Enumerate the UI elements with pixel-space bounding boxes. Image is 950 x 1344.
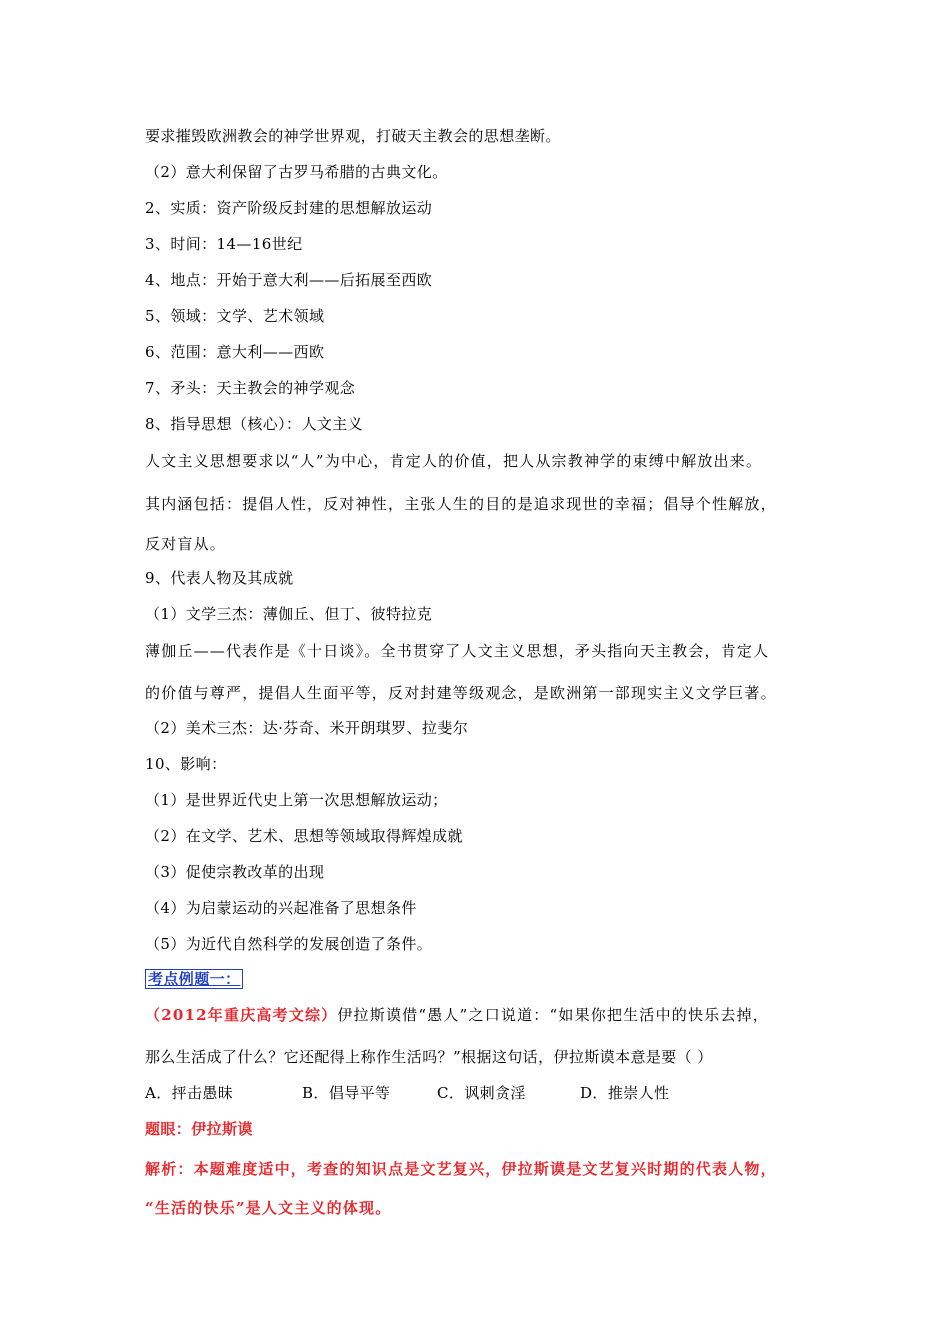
text-line: （5）为近代自然科学的发展创造了条件。 bbox=[145, 935, 433, 953]
text-line: 2、实质：资产阶级反封建的思想解放运动 bbox=[145, 199, 433, 217]
text-line: 8、指导思想（核心）：人文主义 bbox=[145, 415, 364, 433]
question-options bbox=[145, 1083, 669, 1103]
text-line: （1）文学三杰：薄伽丘、但丁、彼特拉克 bbox=[145, 605, 433, 623]
text-line: 7、矛头：天主教会的神学观念 bbox=[145, 379, 356, 397]
text-line: （3）促使宗教改革的出现 bbox=[145, 863, 325, 881]
text-line: 5、领域：文学、艺术领域 bbox=[145, 307, 325, 325]
text-line: （4）为启蒙运动的兴起准备了思想条件 bbox=[145, 899, 417, 917]
answer-analysis-1: 解析：本题难度适中，考查的知识点是文艺复兴，伊拉斯谟是文艺复兴时期的代表人物， bbox=[145, 1160, 777, 1178]
text-line: 要求摧毁欧洲教会的神学世界观，打破天主教会的思想垄断。 bbox=[145, 127, 561, 145]
text-line: 4、地点：开始于意大利——后拓展至西欧 bbox=[145, 271, 433, 289]
text-line: （1）是世界近代史上第一次思想解放运动； bbox=[145, 791, 448, 809]
question-text-part1: 伊拉斯谟借“愚人”之口说道：“如果你把生活中的快乐去掉， bbox=[337, 1006, 769, 1024]
text-line: 6、范围：意大利——西欧 bbox=[145, 343, 325, 361]
answer-key-point: 题眼：伊拉斯谟 bbox=[145, 1120, 253, 1138]
section-title: 考点例题一： bbox=[145, 969, 243, 989]
section-header bbox=[145, 969, 243, 989]
text-line: 薄伽丘——代表作是《十日谈》。全书贯穿了人文主义思想，矛头指向天主教会，肯定人 bbox=[145, 642, 770, 660]
question-source: （2012年重庆高考文综） bbox=[145, 1006, 338, 1024]
option-b: B．倡导平等 bbox=[302, 1084, 391, 1102]
text-line: （2）美术三杰：达·芬奇、米开朗琪罗、拉斐尔 bbox=[145, 719, 469, 737]
text-line: 反对盲从。 bbox=[145, 535, 227, 553]
option-d: D．推崇人性 bbox=[580, 1084, 670, 1102]
text-line: 3、时间：14—16世纪 bbox=[145, 235, 303, 253]
text-line: 9、代表人物及其成就 bbox=[145, 569, 294, 587]
text-line: （2）在文学、艺术、思想等领域取得辉煌成就 bbox=[145, 827, 463, 845]
option-c: C．讽刺贪淫 bbox=[437, 1084, 526, 1102]
text-line: 其内涵包括：提倡人性，反对神性，主张人生的目的是追求现世的幸福；倡导个性解放， bbox=[145, 495, 777, 513]
option-a: A．抨击愚昧 bbox=[145, 1084, 234, 1102]
text-line: 人文主义思想要求以“人”为中心，肯定人的价值，把人从宗教神学的束缚中解放出来。 bbox=[145, 452, 763, 470]
question-line-1 bbox=[145, 1005, 769, 1025]
answer-analysis-2: “生活的快乐”是人文主义的体现。 bbox=[145, 1199, 392, 1217]
text-line: 的价值与尊严，提倡人生面平等，反对封建等级观念，是欧洲第一部现实主义文学巨著。 bbox=[145, 684, 777, 702]
text-line: 10、影响： bbox=[145, 755, 227, 773]
question-line-2: 那么生活成了什么？它还配得上称作生活吗？”根据这句话，伊拉斯谟本意是要（ ） bbox=[145, 1048, 713, 1066]
text-line: （2）意大利保留了古罗马希腊的古典文化。 bbox=[145, 163, 448, 181]
